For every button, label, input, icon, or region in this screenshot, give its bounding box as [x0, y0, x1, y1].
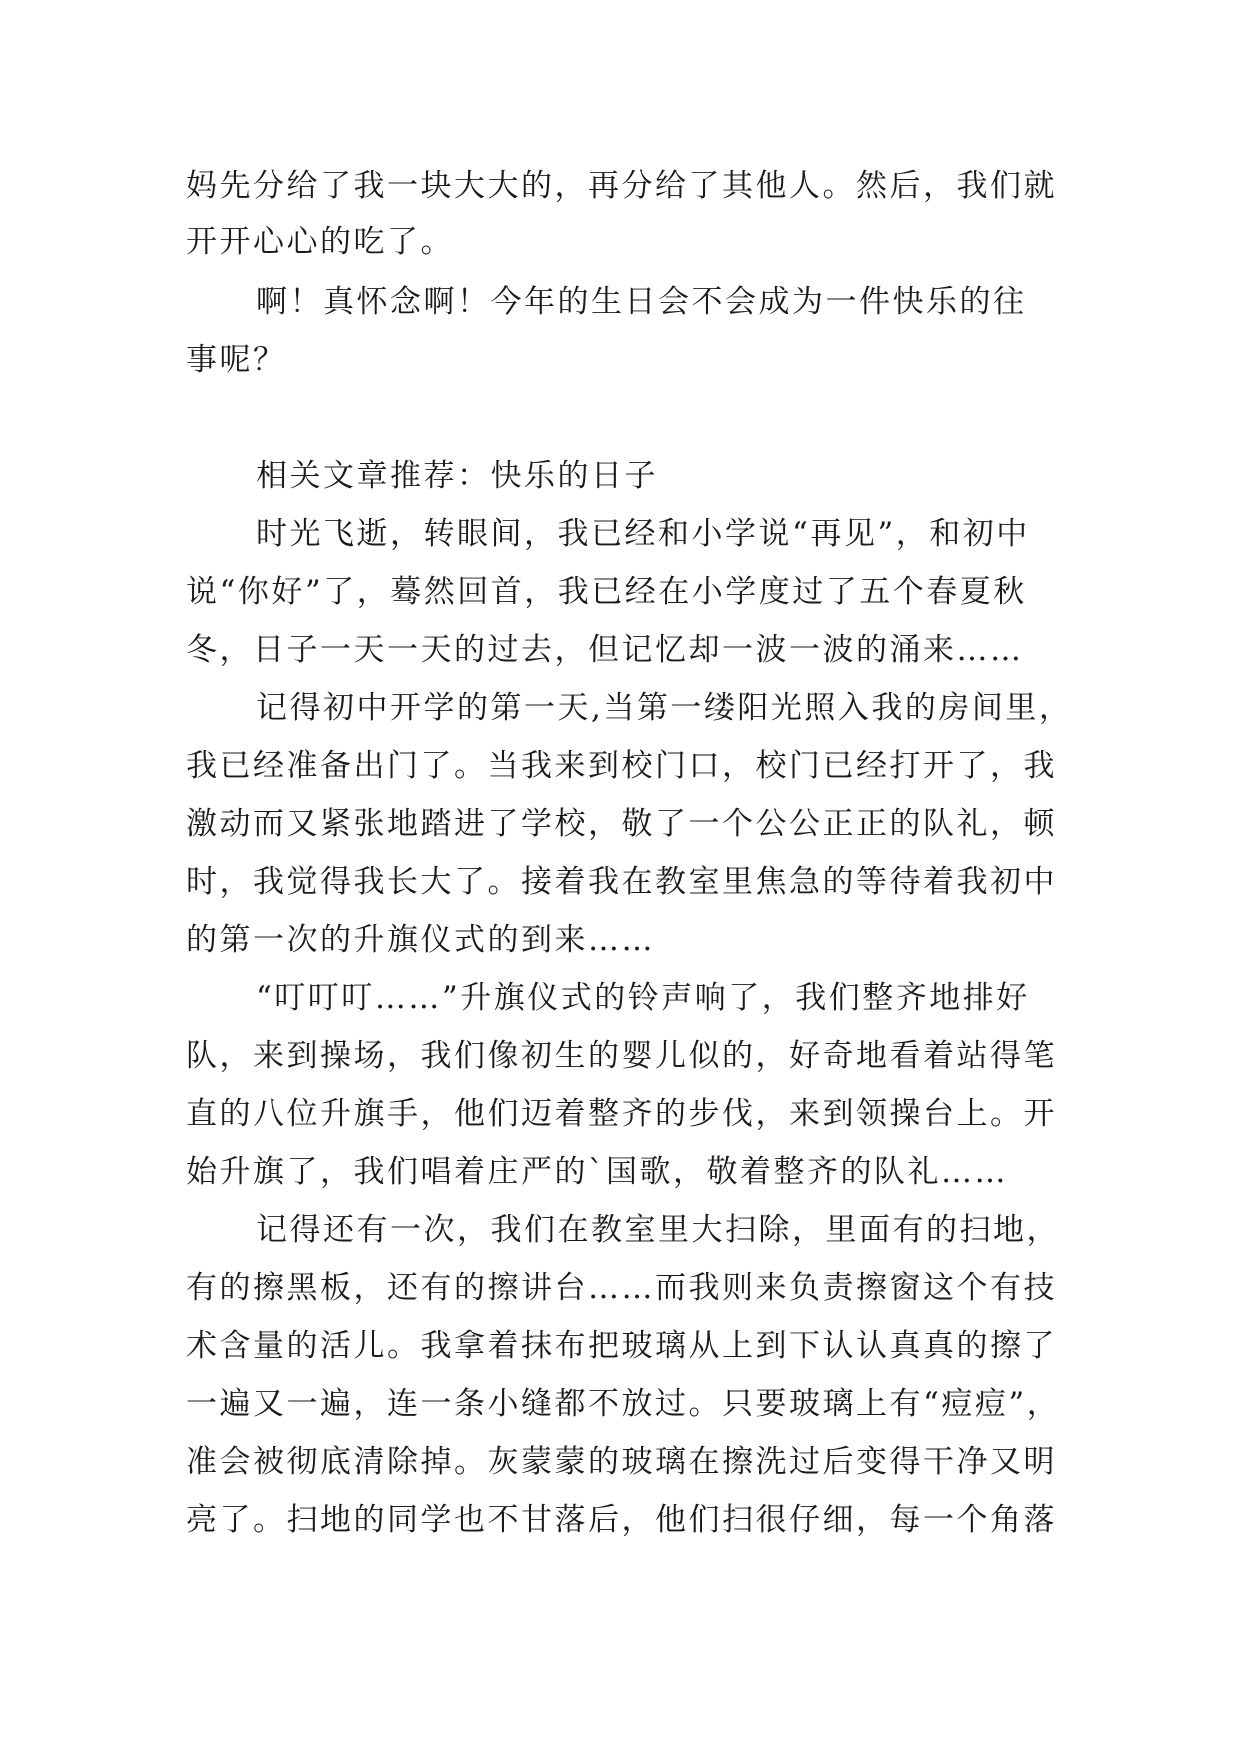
text-line: 啊！真怀念啊！今年的生日会不会成为一件快乐的往 [256, 284, 1027, 320]
text-line: 记得还有一次，我们在教室里大扫除，里面有的扫地， [256, 1212, 1060, 1248]
text-line: “叮叮叮……”升旗仪式的铃声响了，我们整齐地排好 [256, 980, 1030, 1016]
text-line: 始升旗了，我们唱着庄严的`国歌，敬着整齐的队礼…… [186, 1154, 1008, 1190]
text-line: 亮了。扫地的同学也不甘落后，他们扫很仔细，每一个角落 [186, 1502, 1057, 1538]
text-line: 妈先分给了我一块大大的，再分给了其他人。然后，我们就 [186, 168, 1057, 204]
text-line: 队，来到操场，我们像初生的婴儿似的，好奇地看着站得笔 [186, 1038, 1057, 1074]
text-line: 术含量的活儿。我拿着抹布把玻璃从上到下认认真真的擦了 [186, 1328, 1057, 1364]
text-line: 直的八位升旗手，他们迈着整齐的步伐，来到领操台上。开 [186, 1096, 1057, 1132]
text-line: 有的擦黑板，还有的擦讲台……而我则来负责擦窗这个有技 [186, 1270, 1057, 1306]
text-line: 激动而又紧张地踏进了学校，敬了一个公公正正的队礼，顿 [186, 806, 1057, 842]
text-line: 事呢？ [186, 342, 287, 378]
section-heading: 相关文章推荐：快乐的日子 [256, 458, 658, 494]
text-line: 准会被彻底清除掉。灰蒙蒙的玻璃在擦洗过后变得干净又明 [186, 1444, 1057, 1480]
text-line: 的第一次的升旗仪式的到来…… [186, 922, 655, 958]
text-line: 一遍又一遍，连一条小缝都不放过。只要玻璃上有“痘痘”， [186, 1386, 1061, 1422]
text-line: 时光飞逝，转眼间，我已经和小学说“再见”，和初中 [256, 516, 1030, 552]
text-line: 冬，日子一天一天的过去，但记忆却一波一波的涌来…… [186, 632, 1024, 668]
text-line: 记得初中开学的第一天,当第一缕阳光照入我的房间里， [256, 690, 1073, 726]
text-line: 时，我觉得我长大了。接着我在教室里焦急的等待着我初中 [186, 864, 1057, 900]
text-line: 说“你好”了，蓦然回首，我已经在小学度过了五个春夏秋 [186, 574, 1027, 610]
text-line: 开开心心的吃了。 [186, 224, 454, 260]
text-line: 我已经准备出门了。当我来到校门口，校门已经打开了，我 [186, 748, 1057, 784]
